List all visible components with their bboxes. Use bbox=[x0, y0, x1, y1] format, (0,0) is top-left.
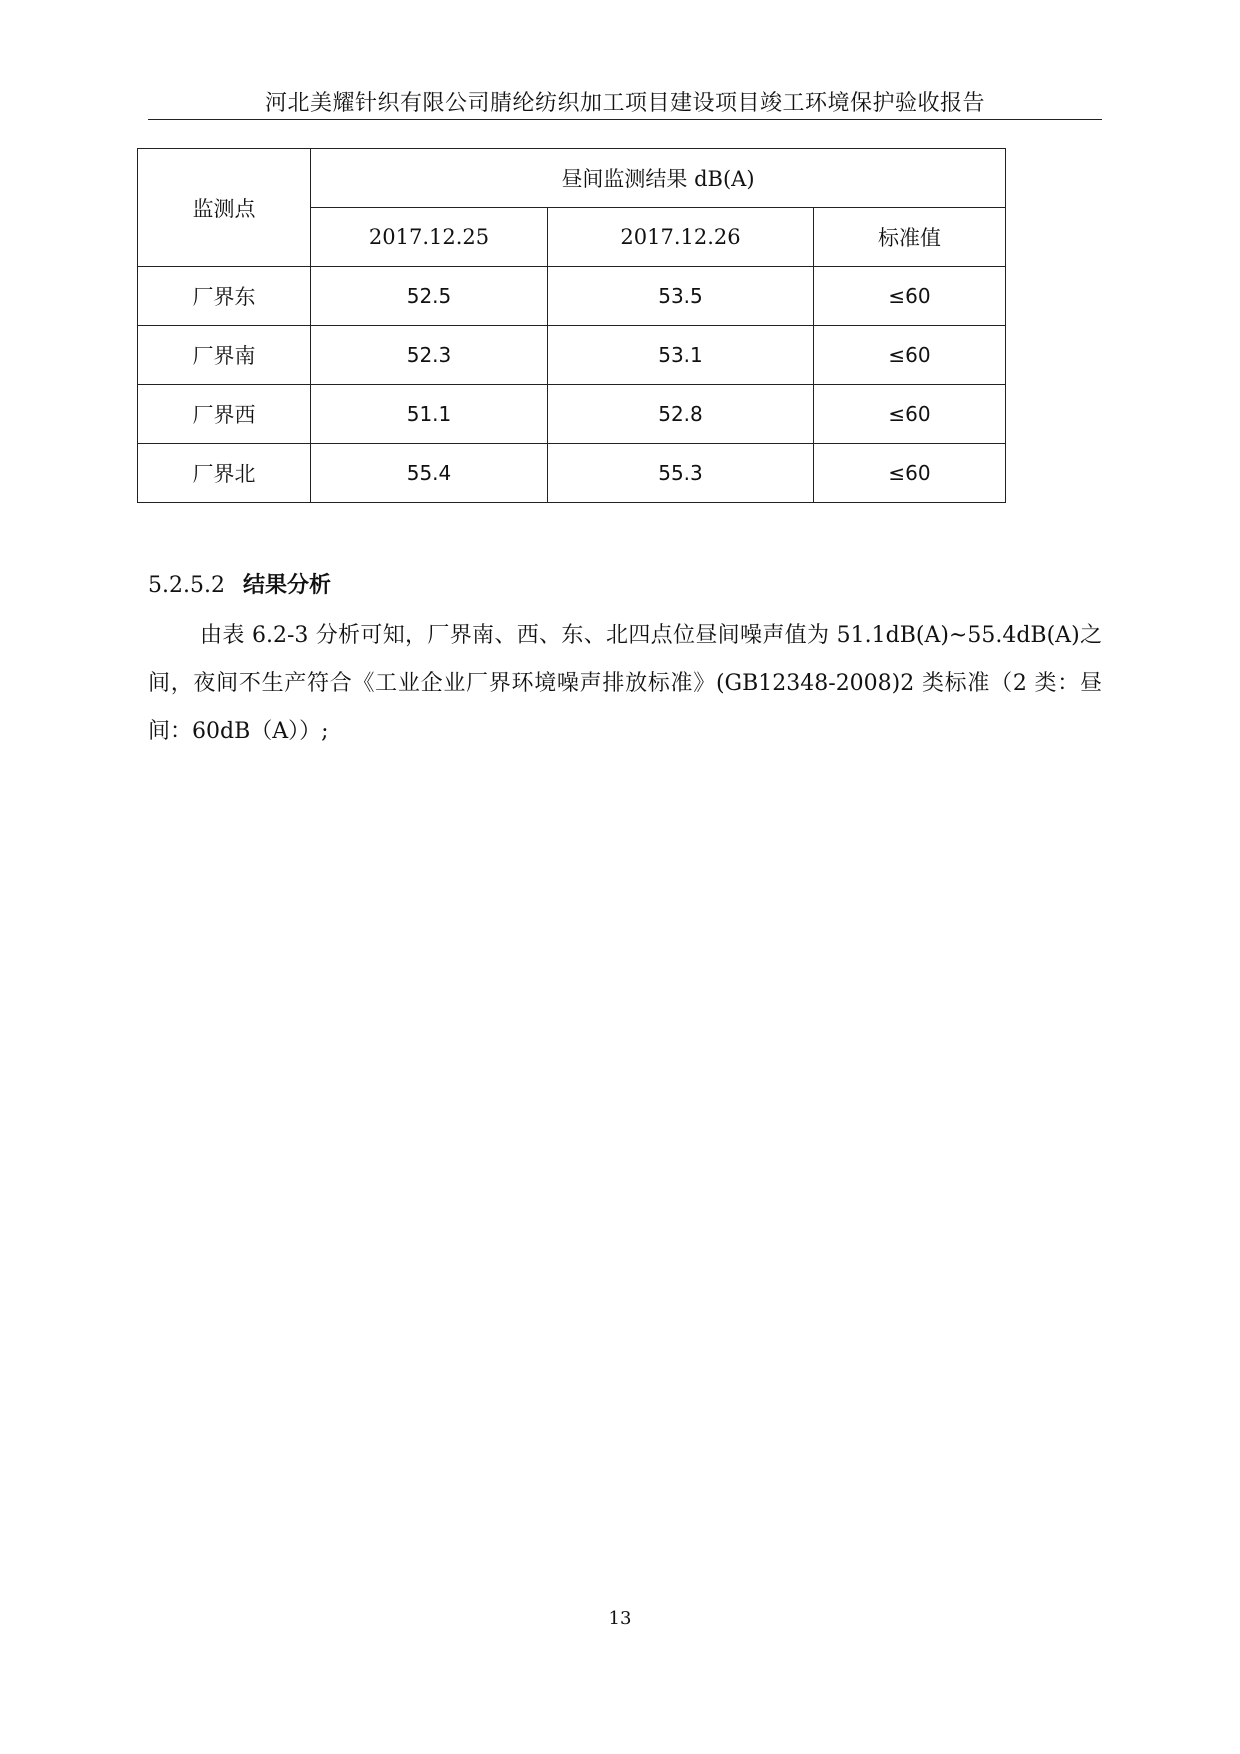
header-daytime-results: 昼间监测结果 dB(A) bbox=[311, 149, 1006, 208]
header-divider bbox=[148, 119, 1102, 120]
row-value-2: 52.8 bbox=[548, 385, 814, 444]
row-point: 厂界东 bbox=[138, 267, 311, 326]
row-value-2: 53.1 bbox=[548, 326, 814, 385]
row-standard: ≤60 bbox=[814, 326, 1006, 385]
row-point: 厂界西 bbox=[138, 385, 311, 444]
analysis-paragraph: 由表 6.2-3 分析可知，厂界南、西、东、北四点位昼间噪声值为 51.1dB(A)~55.4dB(A)之间，夜间不生产符合《工业企业厂界环境噪声排放标准》(GB12348-2008)2 类标准（2 类：昼间：60dB（A））; bbox=[148, 623, 1102, 744]
row-value-2: 55.3 bbox=[548, 444, 814, 503]
row-value-2: 53.5 bbox=[548, 267, 814, 326]
row-standard: ≤60 bbox=[814, 444, 1006, 503]
section-number: 5.2.5.2 bbox=[148, 573, 225, 598]
table-row bbox=[138, 267, 1006, 326]
section-heading bbox=[148, 568, 331, 599]
table-row bbox=[138, 444, 1006, 503]
row-value-1: 55.4 bbox=[311, 444, 548, 503]
section-title: 结果分析 bbox=[242, 573, 331, 598]
table-header-row bbox=[138, 149, 1006, 208]
table-row bbox=[138, 385, 1006, 444]
row-value-1: 52.5 bbox=[311, 267, 548, 326]
page-header-title: 河北美耀针织有限公司腈纶纺织加工项目建设项目竣工环境保护验收报告 bbox=[264, 91, 985, 116]
header-standard: 标准值 bbox=[814, 208, 1006, 267]
row-standard: ≤60 bbox=[814, 267, 1006, 326]
header-date-2: 2017.12.26 bbox=[548, 208, 814, 267]
header-monitoring-point: 监测点 bbox=[138, 149, 311, 267]
header-date-1: 2017.12.25 bbox=[311, 208, 548, 267]
row-value-1: 52.3 bbox=[311, 326, 548, 385]
row-point: 厂界南 bbox=[138, 326, 311, 385]
table-row bbox=[138, 326, 1006, 385]
row-point: 厂界北 bbox=[138, 444, 311, 503]
noise-monitoring-table bbox=[137, 148, 1006, 503]
page-number: 13 bbox=[608, 1608, 632, 1629]
row-standard: ≤60 bbox=[814, 385, 1006, 444]
row-value-1: 51.1 bbox=[311, 385, 548, 444]
